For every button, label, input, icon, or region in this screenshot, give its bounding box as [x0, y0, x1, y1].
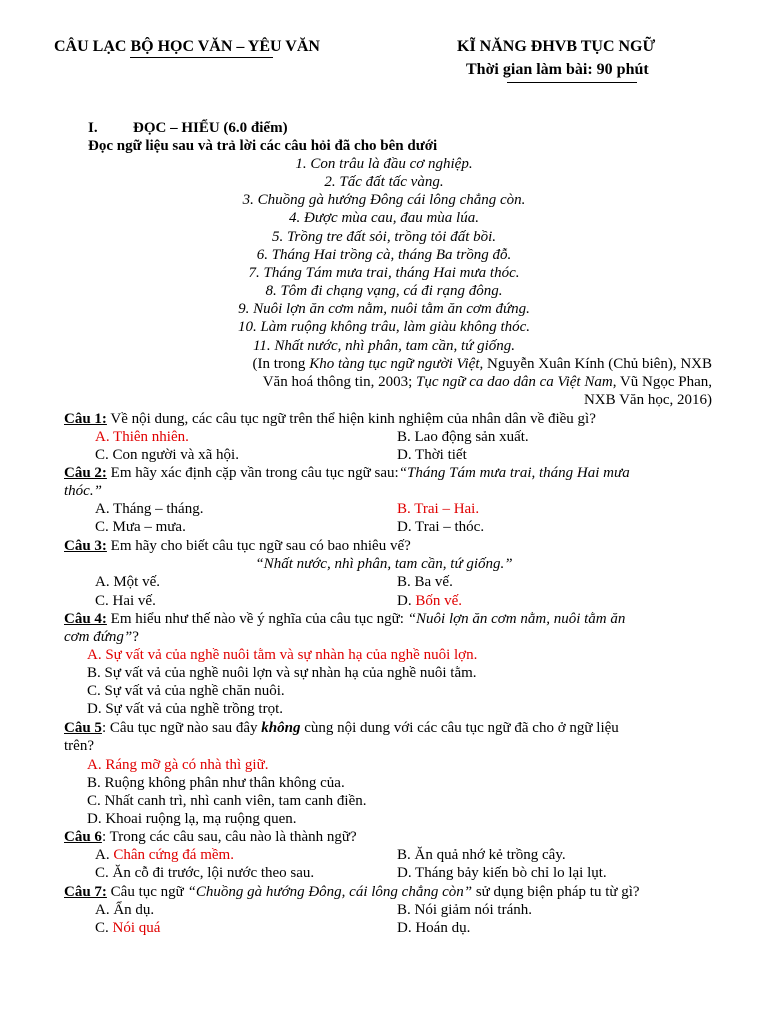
q3-option-d[interactable]: D. Bốn vế. — [397, 593, 463, 609]
q3-option-c[interactable]: C. Hai vế. — [95, 593, 156, 609]
question-4-cont: cơm đứng”? — [64, 629, 139, 645]
question-3: Câu 3: Em hãy cho biết câu tục ngữ sau có bao nhiêu vế? — [64, 538, 411, 554]
proverb-item: 3. Chuồng gà hướng Đông cái lông chẳng còn. — [242, 192, 526, 208]
q7-option-a[interactable]: A. Ẩn dụ. — [95, 902, 155, 918]
question-5: Câu 5: Câu tục ngữ nào sau đây không cùng nội dung với các câu tục ngữ đã cho ở ngữ liệu — [64, 720, 619, 736]
q5-option-c[interactable]: C. Nhất canh trì, nhì canh viên, tam canh điền. — [87, 793, 367, 809]
q5-option-d[interactable]: D. Khoai ruộng lạ, mạ ruộng quen. — [87, 811, 297, 827]
q7-option-b[interactable]: B. Nói giảm nói tránh. — [397, 902, 532, 918]
proverb-item: 1. Con trâu là đầu cơ nghiệp. — [295, 156, 473, 172]
proverb-item: 6. Tháng Hai trồng cà, tháng Ba trồng đỗ. — [256, 247, 512, 263]
q1-option-a[interactable]: A. Thiên nhiên. — [95, 429, 189, 445]
question-1: Câu 1: Về nội dung, các câu tục ngữ trên thể hiện kinh nghiệm của nhân dân về điều gì? — [64, 411, 596, 427]
question-2-cont: thóc.” — [64, 483, 102, 499]
q4-option-b[interactable]: B. Sự vất vả của nghề nuôi lợn và sự nhàn hạ của nghề nuôi tằm. — [87, 665, 477, 681]
q7-option-d[interactable]: D. Hoán dụ. — [397, 920, 471, 936]
proverb-item: 9. Nuôi lợn ăn cơm nằm, nuôi tằm ăn cơm đứng. — [238, 301, 530, 317]
q6-option-b[interactable]: B. Ăn quả nhớ kẻ trồng cây. — [397, 847, 566, 863]
q4-option-a[interactable]: A. Sự vất vả của nghề nuôi tằm và sự nhàn hạ của nghề nuôi lợn. — [87, 647, 478, 663]
skill-title: KĨ NĂNG ĐHVB TỤC NGỮ — [457, 38, 656, 55]
source-citation-line1: (In trong Kho tàng tục ngữ người Việt, Nguyễn Xuân Kính (Chủ biên), NXB — [252, 356, 712, 372]
section-title: ĐỌC – HIỂU (6.0 điểm) — [133, 120, 288, 136]
question-4: Câu 4: Em hiểu như thế nào về ý nghĩa của câu tục ngữ: “Nuôi lợn ăn cơm nằm, nuôi tằm ăn — [64, 611, 626, 627]
club-underline — [130, 57, 273, 58]
proverb-item: 5. Trồng tre đất sỏi, trồng tỏi đất bồi. — [271, 229, 497, 245]
proverb-item: 4. Được mùa cau, đau mùa lúa. — [289, 210, 479, 226]
q6-option-d[interactable]: D. Tháng bảy kiến bò chỉ lo lại lụt. — [397, 865, 607, 881]
question-5-cont: trên? — [64, 738, 94, 754]
q6-option-c[interactable]: C. Ăn cỗ đi trước, lội nước theo sau. — [95, 865, 315, 881]
question-2: Câu 2: Em hãy xác định cặp vần trong câu tục ngữ sau:“Tháng Tám mưa trai, tháng Hai mưa — [64, 465, 630, 481]
q2-option-d[interactable]: D. Trai – thóc. — [397, 519, 485, 535]
section-instruction: Đọc ngữ liệu sau và trả lời các câu hỏi đã cho bên dưới — [88, 138, 438, 154]
q2-option-c[interactable]: C. Mưa – mưa. — [95, 519, 186, 535]
q3-option-a[interactable]: A. Một vế. — [95, 574, 160, 590]
q2-option-b[interactable]: B. Trai – Hai. — [397, 501, 480, 517]
q6-option-a[interactable]: A. Chân cứng đá mềm. — [95, 847, 234, 863]
question-7: Câu 7: Câu tục ngữ “Chuồng gà hướng Đông, cái lông chẳng còn” sử dụng biện pháp tu từ gì? — [64, 884, 640, 900]
proverb-item: 8. Tôm đi chạng vạng, cá đi rạng đông. — [265, 283, 503, 299]
q3-option-b[interactable]: B. Ba vế. — [397, 574, 453, 590]
q5-option-a[interactable]: A. Ráng mỡ gà có nhà thì giữ. — [87, 757, 269, 773]
q1-option-d[interactable]: D. Thời tiết — [397, 447, 467, 463]
proverb-item: 10. Làm ruộng không trâu, làm giàu không thóc. — [237, 319, 531, 335]
q5-option-b[interactable]: B. Ruộng không phân như thân không của. — [87, 775, 345, 791]
proverb-item: 7. Tháng Tám mưa trai, tháng Hai mưa thóc. — [248, 265, 520, 281]
source-citation-line2: Văn hoá thông tin, 2003; Tục ngữ ca dao dân ca Việt Nam, Vũ Ngọc Phan, — [262, 374, 712, 390]
time-underline — [507, 82, 637, 83]
question-6: Câu 6: Trong các câu sau, câu nào là thành ngữ? — [64, 829, 357, 845]
q7-option-c[interactable]: C. Nói quá — [95, 920, 161, 936]
question-3-quote: “Nhất nước, nhì phân, tam cần, tứ giống.” — [255, 556, 513, 572]
club-title: CÂU LẠC BỘ HỌC VĂN – YÊU VĂN — [54, 38, 320, 55]
q1-option-b[interactable]: B. Lao động sản xuất. — [397, 429, 529, 445]
proverb-item: 11. Nhất nước, nhì phân, tam cần, tứ giống. — [253, 338, 515, 354]
source-citation-line3: NXB Văn học, 2016) — [583, 392, 712, 408]
time-limit: Thời gian làm bài: 90 phút — [466, 61, 649, 78]
q4-option-c[interactable]: C. Sự vất vả của nghề chăn nuôi. — [87, 683, 285, 699]
section-number: I. — [88, 120, 98, 136]
q1-option-c[interactable]: C. Con người và xã hội. — [95, 447, 239, 463]
q4-option-d[interactable]: D. Sự vất vả của nghề trồng trọt. — [87, 701, 284, 717]
q2-option-a[interactable]: A. Tháng – tháng. — [95, 501, 204, 517]
proverb-item: 2. Tấc đất tấc vàng. — [324, 174, 444, 190]
